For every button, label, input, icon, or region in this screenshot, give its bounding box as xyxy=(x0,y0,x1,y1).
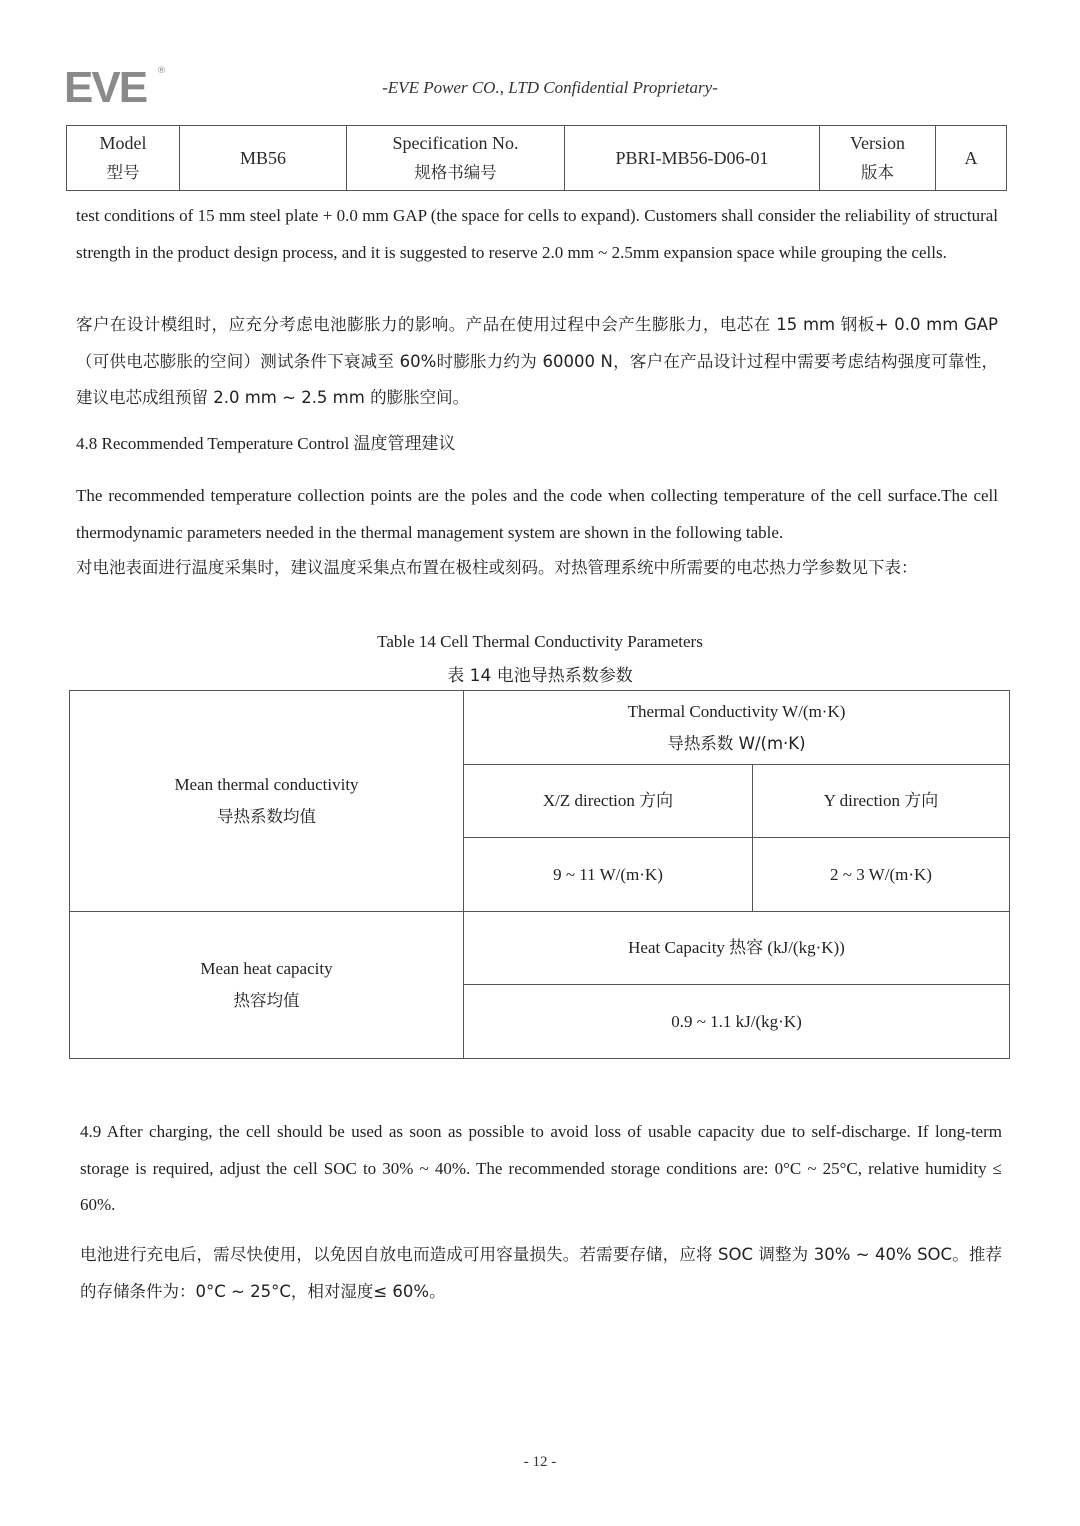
page-number: - 12 - xyxy=(523,1454,557,1470)
section-4-8-heading: 4.8 Recommended Temperature Control 温度管理建议 xyxy=(76,434,456,453)
confidential-notice: -EVE Power CO., LTD Confidential Proprietary- xyxy=(382,78,718,97)
y-direction-value: 2 ~ 3 W/(m·K) xyxy=(753,838,1010,912)
mean-thermal-conductivity-label: Mean thermal conductivity 导热系数均值 xyxy=(70,691,464,912)
version-value: A xyxy=(936,126,1007,191)
section-4-8-chinese: 对电池表面进行温度采集时，建议温度采集点布置在极柱或刻码。对热管理系统中所需要的电芯热力学参数见下表： xyxy=(76,558,918,577)
table-caption-chinese: 表 14 电池导热系数参数 xyxy=(447,666,633,686)
thermal-conductivity-header: Thermal Conductivity W/(m·K) 导热系数 W/(m·K) xyxy=(464,691,1010,765)
spec-value: PBRI-MB56-D06-01 xyxy=(565,126,820,191)
section-4-7-english: test conditions of 15 mm steel plate + 0.0 mm GAP (the space for cells to expand). Customers shall consider the reliability of structural strength in the product design process, and it is suggested to reserve 2.0 mm ~ 2.5mm expansion space while grouping the cells. xyxy=(76,206,998,262)
version-label: Version 版本 xyxy=(820,126,936,191)
section-4-9-english: 4.9 After charging, the cell should be used as soon as possible to avoid loss of usable capacity due to self-discharge. If long-term storage is required, adjust the cell SOC to 30% ~ 40%. The recommended storage conditions are: 0°C ~ 25°C, relative humidity ≤ 60%. xyxy=(80,1122,1002,1214)
section-4-9-chinese: 电池进行充电后，需尽快使用，以免因自放电而造成可用容量损失。若需要存储，应将 SOC 调整为 30% ~ 40% SOC。推荐的存储条件为：0°C ~ 25°C，相对湿度≤ 60%。 xyxy=(80,1245,1002,1301)
thermal-parameters-table xyxy=(69,690,1010,1059)
mean-heat-capacity-label: Mean heat capacity 热容均值 xyxy=(70,912,464,1059)
section-4-8-english: The recommended temperature collection points are the poles and the code when collecting temperature of the cell surface.The cell thermodynamic parameters needed in the thermal management system are shown in the following table. xyxy=(76,486,998,542)
section-4-7-chinese: 客户在设计模组时，应充分考虑电池膨胀力的影响。产品在使用过程中会产生膨胀力，电芯在 15 mm 钢板+ 0.0 mm GAP（可供电芯膨胀的空间）测试条件下衰减至 60%时膨胀力约为 60000 N，客户在产品设计过程中需要考虑结构强度可靠性，建议电芯成组预留 2.0 mm ~ 2.5 mm 的膨胀空间。 xyxy=(76,315,998,407)
model-label: Model 型号 xyxy=(67,126,180,191)
xz-direction-header: X/Z direction 方向 xyxy=(464,765,753,838)
document-header-table xyxy=(66,125,1007,191)
registered-mark: ® xyxy=(157,66,166,76)
spec-label: Specification No. 规格书编号 xyxy=(347,126,565,191)
heat-capacity-value: 0.9 ~ 1.1 kJ/(kg·K) xyxy=(464,985,1010,1059)
y-direction-header: Y direction 方向 xyxy=(753,765,1010,838)
eve-logo: EVE xyxy=(64,63,147,112)
xz-direction-value: 9 ~ 11 W/(m·K) xyxy=(464,838,753,912)
model-value: MB56 xyxy=(180,126,347,191)
heat-capacity-header: Heat Capacity 热容 (kJ/(kg·K)) xyxy=(464,912,1010,985)
table-caption-english: Table 14 Cell Thermal Conductivity Parameters xyxy=(377,632,703,651)
